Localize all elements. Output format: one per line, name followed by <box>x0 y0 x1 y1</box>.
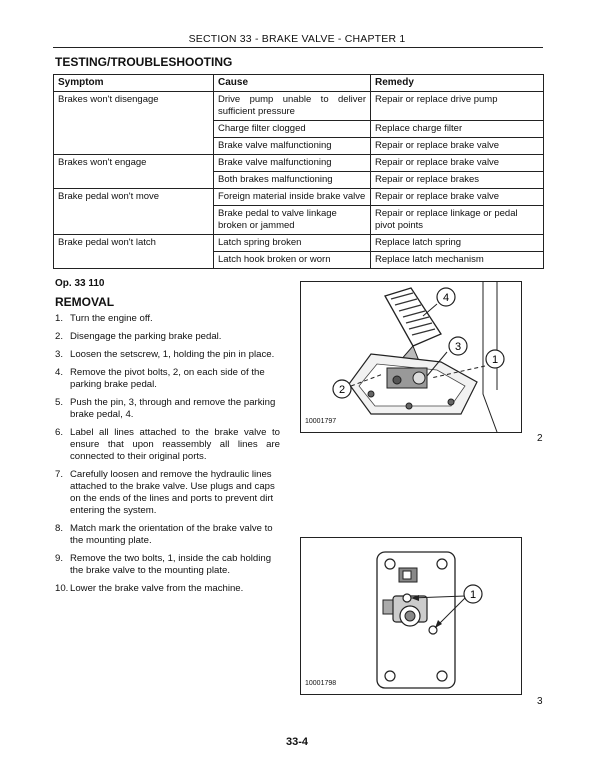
callout-label: 4 <box>442 292 450 304</box>
troubleshooting-table <box>53 74 544 269</box>
callout-label: 1 <box>491 354 499 366</box>
callout-label: 2 <box>338 384 346 396</box>
brake-pedal-illustration <box>301 282 521 432</box>
step-text: Label all lines attached to the brake valve to ensure that upon reassembly all lines are connected to their original ports. <box>70 427 280 462</box>
step-item <box>55 397 280 421</box>
figure-id: 10001798 <box>305 680 337 687</box>
step-item <box>55 553 280 577</box>
remedy-cell: Replace latch mechanism <box>371 252 544 269</box>
figure-index: 3 <box>537 696 543 707</box>
cause-cell: Brake pedal to valve linkage broken or jammed <box>214 206 371 235</box>
symptom-cell: Brake pedal won't latch <box>54 235 214 252</box>
table-row <box>54 235 544 252</box>
step-number: 5. <box>55 397 64 408</box>
step-text: Push the pin, 3, through and remove the parking brake pedal, 4. <box>70 397 276 420</box>
cause-cell: Drive pump unable to deliver sufficient pressure <box>214 92 371 121</box>
figure-id: 10001797 <box>305 418 337 425</box>
step-number: 1. <box>55 313 64 324</box>
cause-cell: Foreign material inside brake valve <box>214 189 371 206</box>
operation-number: Op. 33 110 <box>55 278 105 289</box>
step-item <box>55 427 280 463</box>
cause-cell: Brake valve malfunctioning <box>214 138 371 155</box>
remedy-cell: Repair or replace brake valve <box>371 155 544 172</box>
step-item <box>55 331 280 343</box>
symptom-cell <box>54 252 214 269</box>
symptom-cell: Brakes won't disengage <box>54 92 214 121</box>
step-text: Loosen the setscrew, 1, holding the pin in place. <box>70 349 275 360</box>
removal-steps <box>55 313 280 601</box>
section-title: TESTING/TROUBLESHOOTING <box>55 55 233 69</box>
cause-cell: Brake valve malfunctioning <box>214 155 371 172</box>
valve-mounting-illustration <box>301 538 521 694</box>
table-row <box>54 121 544 138</box>
callout-label: 1 <box>469 589 477 601</box>
step-item <box>55 523 280 547</box>
figure-valve-mount <box>300 537 522 695</box>
cause-cell: Latch hook broken or worn <box>214 252 371 269</box>
remedy-cell: Repair or replace drive pump <box>371 92 544 121</box>
symptom-cell <box>54 121 214 138</box>
remedy-cell: Replace charge filter <box>371 121 544 138</box>
step-number: 3. <box>55 349 64 360</box>
remedy-cell: Replace latch spring <box>371 235 544 252</box>
page-header: SECTION 33 - BRAKE VALVE - CHAPTER 1 <box>188 33 406 45</box>
figure-index: 2 <box>537 433 543 444</box>
column-header-symptom: Symptom <box>54 75 214 92</box>
remedy-cell: Repair or replace brake valve <box>371 138 544 155</box>
table-row <box>54 252 544 269</box>
cause-cell: Charge filter clogged <box>214 121 371 138</box>
step-text: Turn the engine off. <box>70 313 153 324</box>
table-row <box>54 189 544 206</box>
step-text: Lower the brake valve from the machine. <box>70 583 244 594</box>
table-row <box>54 155 544 172</box>
callout-label: 3 <box>454 341 462 353</box>
page-number: 33-4 <box>285 736 309 748</box>
cause-cell: Latch spring broken <box>214 235 371 252</box>
step-text: Match mark the orientation of the brake valve to the mounting plate. <box>70 523 273 546</box>
step-number: 2. <box>55 331 64 342</box>
symptom-cell: Brake pedal won't move <box>54 189 214 206</box>
header-rule <box>53 47 543 48</box>
step-number: 7. <box>55 469 64 480</box>
table-header-row <box>54 75 544 92</box>
step-text: Remove the pivot bolts, 2, on each side of the parking brake pedal. <box>70 367 265 390</box>
remedy-cell: Repair or replace linkage or pedal pivot points <box>371 206 544 235</box>
step-number: 4. <box>55 367 64 378</box>
step-item <box>55 469 280 517</box>
removal-heading: REMOVAL <box>55 295 115 309</box>
remedy-cell: Repair or replace brakes <box>371 172 544 189</box>
symptom-cell <box>54 138 214 155</box>
figure-brake-pedal <box>300 281 522 433</box>
cause-cell: Both brakes malfunctioning <box>214 172 371 189</box>
symptom-cell <box>54 172 214 189</box>
step-text: Disengage the parking brake pedal. <box>70 331 222 342</box>
step-number: 8. <box>55 523 64 534</box>
step-number: 9. <box>55 553 64 564</box>
step-item <box>55 349 280 361</box>
column-header-cause: Cause <box>214 75 371 92</box>
step-text: Carefully loosen and remove the hydraulic lines attached to the brake valve. Use plugs and caps on the ends of the lines and ports to prevent dirt entering the system. <box>70 469 275 516</box>
step-item <box>55 367 280 391</box>
table-row <box>54 172 544 189</box>
symptom-cell <box>54 206 214 235</box>
table-row <box>54 138 544 155</box>
step-item <box>55 313 280 325</box>
symptom-cell: Brakes won't engage <box>54 155 214 172</box>
column-header-remedy: Remedy <box>371 75 544 92</box>
table-row <box>54 206 544 235</box>
table-row <box>54 92 544 121</box>
step-number: 10. <box>55 583 69 594</box>
remedy-cell: Repair or replace brake valve <box>371 189 544 206</box>
step-item <box>55 583 280 595</box>
step-text: Remove the two bolts, 1, inside the cab holding the brake valve to the mounting plate. <box>70 553 272 576</box>
step-number: 6. <box>55 427 64 438</box>
